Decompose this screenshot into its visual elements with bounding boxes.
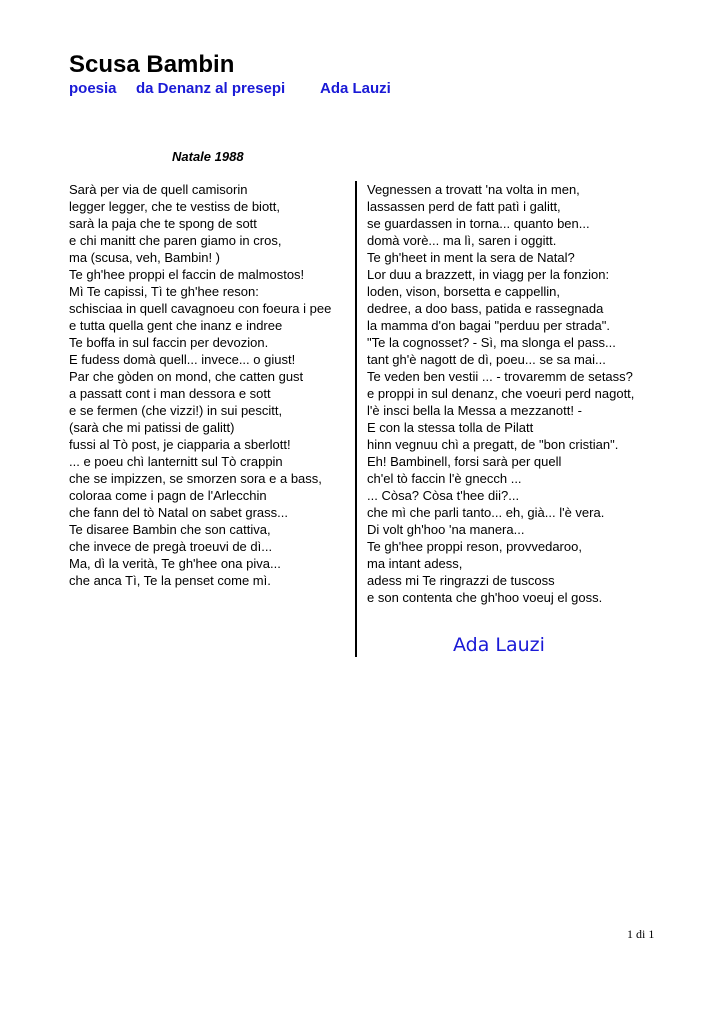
poem-dateline: Natale 1988	[172, 149, 244, 164]
poem-line: legger legger, che te vestiss de biott,	[69, 199, 281, 214]
poem-line: Vegnessen a trovatt 'na volta in men,	[367, 182, 580, 197]
poem-right-column	[367, 181, 634, 606]
poem-left-column	[69, 181, 331, 589]
poem-line: Par che gòden on mond, che catten gust	[69, 369, 304, 384]
poem-line: e se fermen (che vizzi!) in sui pescitt,	[69, 403, 283, 418]
poem-line: che mì che parli tanto... eh, già... l'è vera.	[367, 505, 605, 520]
poem-line: ch'el tò faccin l'è gnecch ...	[367, 471, 522, 486]
poem-line: E con la stessa tolla de Pilatt	[367, 420, 534, 435]
poem-line: E fudess domà quell... invece... o giust!	[69, 352, 296, 367]
column-divider	[355, 181, 357, 657]
author-signature: Ada Lauzi	[453, 634, 545, 656]
poem-line: adess mi Te ringrazzi de tuscoss	[367, 573, 555, 588]
poem-line: ... Còsa? Còsa t'hee dii?...	[367, 488, 520, 503]
poem-line: lassassen perd de fatt patì i galitt,	[367, 199, 561, 214]
poem-line: Te gh'hee proppi reson, provvedaroo,	[367, 539, 582, 554]
poem-line: Mì Te capissi, Tì te gh'hee reson:	[69, 284, 259, 299]
poem-line: che invece de pregà troeuvi de dì...	[69, 539, 273, 554]
poem-line: dedree, a doo bass, patida e rassegnada	[367, 301, 604, 316]
poem-line: e son contenta che gh'hoo voeuj el goss.	[367, 590, 603, 605]
poem-line: che fann del tò Natal on sabet grass...	[69, 505, 288, 520]
poem-line: domà vorè... ma lì, saren i oggitt.	[367, 233, 557, 248]
poem-line: ... e poeu chì lanternitt sul Tò crappin	[69, 454, 283, 469]
poem-line: Te boffa in sul faccin per devozion.	[69, 335, 269, 350]
page-title: Scusa Bambin	[69, 51, 235, 78]
poem-line: sarà la paja che te spong de sott	[69, 216, 257, 231]
poem-line: ma intant adess,	[367, 556, 463, 571]
poem-line: loden, vison, borsetta e cappellin,	[367, 284, 560, 299]
poem-line: Ma, dì la verità, Te gh'hee ona piva...	[69, 556, 281, 571]
poem-line: (sarà che mi patissi de galitt)	[69, 420, 235, 435]
poem-line: fussi al Tò post, je ciapparia a sberlott!	[69, 437, 291, 452]
poem-line: Sarà per via de quell camisorin	[69, 182, 248, 197]
page-number: 1 di 1	[627, 927, 655, 941]
poem-line: Di volt gh'hoo 'na manera...	[367, 522, 525, 537]
poem-line: ma (scusa, veh, Bambin! )	[69, 250, 220, 265]
subtitle-genre: poesia	[69, 80, 117, 97]
poem-line: la mamma d'on bagai "perduu per strada".	[367, 318, 610, 333]
poem-line: tant gh'è nagott de dì, poeu... se sa mai...	[367, 352, 606, 367]
poem-line: e tutta quella gent che inanz e indree	[69, 318, 283, 333]
poem-line: Te veden ben vestii ... - trovaremm de setass?	[367, 369, 633, 384]
poem-line: Te disaree Bambin che son cattiva,	[69, 522, 271, 537]
subtitle-source: da Denanz al presepi	[136, 80, 286, 97]
poem-line: coloraa come i pagn de l'Arlecchin	[69, 488, 267, 503]
poem-line: hinn vegnuu chì a pregatt, de "bon cristian".	[367, 437, 619, 452]
subtitle-author: Ada Lauzi	[320, 80, 391, 97]
poem-line: l'è insci bella la Messa a mezzanott! -	[367, 403, 582, 418]
poem-line: "Te la cognosset? - Sì, ma slonga el pass...	[367, 335, 616, 350]
poem-line: schisciaa in quell cavagnoeu con foeura i pee	[69, 301, 332, 316]
poem-line: e proppi in sul denanz, che voeuri perd nagott,	[367, 386, 635, 401]
poem-line: Eh! Bambinell, forsi sarà per quell	[367, 454, 562, 469]
poem-line: Te gh'heet in ment la sera de Natal?	[367, 250, 575, 265]
poem-line: Te gh'hee proppi el faccin de malmostos!	[69, 267, 305, 282]
poem-line: a passatt cont i man dessora e sott	[69, 386, 271, 401]
poem-line: che anca Tì, Te la penset come mì.	[69, 573, 271, 588]
poem-line: e chi manitt che paren giamo in cros,	[69, 233, 282, 248]
poem-line: Lor duu a brazzett, in viagg per la fonzion:	[367, 267, 610, 282]
poem-line: che se impizzen, se smorzen sora e a bass,	[69, 471, 322, 486]
poem-line: se guardassen in torna... quanto ben...	[367, 216, 590, 231]
